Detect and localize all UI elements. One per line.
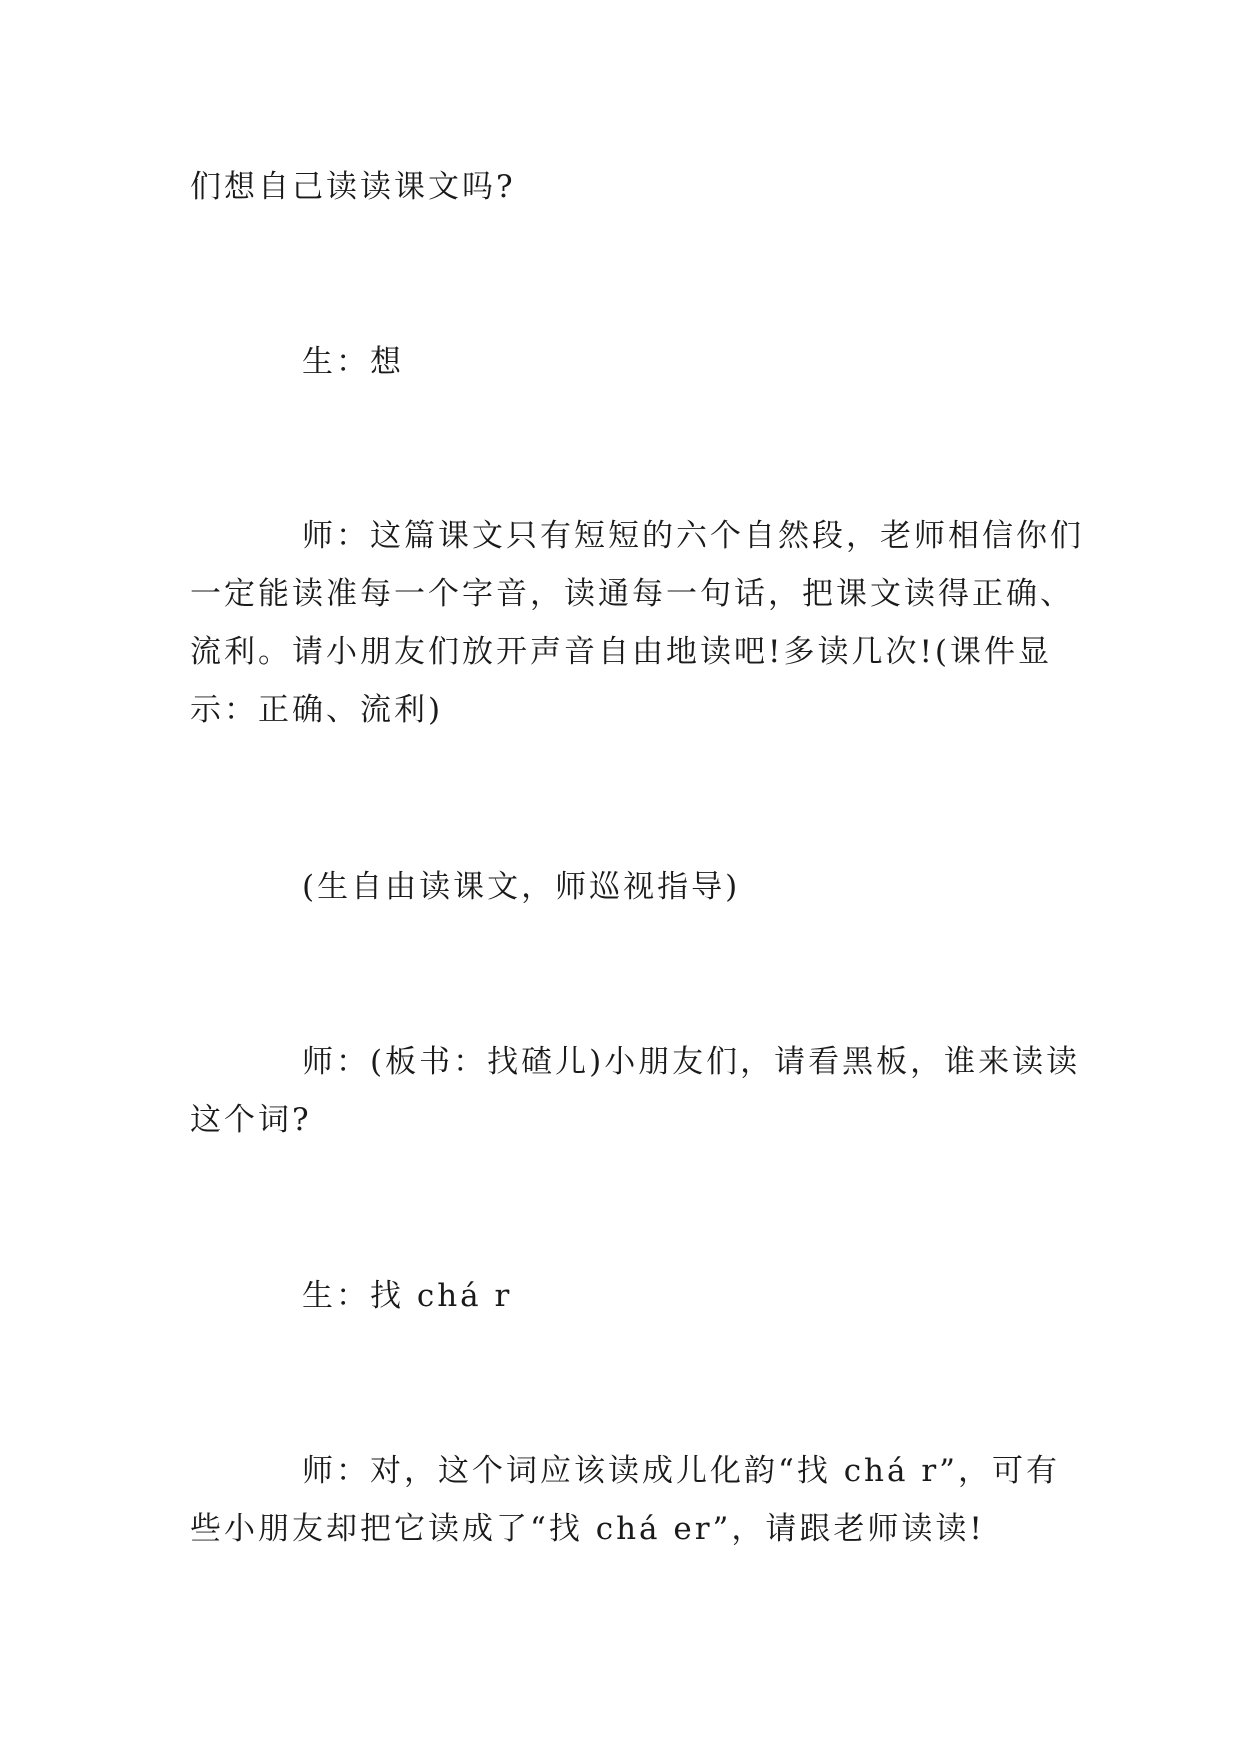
paragraph-line: 这个词? — [190, 1102, 312, 1138]
paragraph-line: 流利。请小朋友们放开声音自由地读吧!多读几次!(课件显 — [190, 634, 1053, 670]
paragraph-line: 师：(板书：找碴儿)小朋友们，请看黑板，谁来读读 — [302, 1044, 1081, 1080]
paragraph-line: 生：找 chá r — [302, 1278, 513, 1314]
paragraph-6 — [190, 1267, 1060, 1325]
paragraph-line: 师：这篇课文只有短短的六个自然段，老师相信你们 — [302, 518, 1084, 554]
paragraph-line: 示：正确、流利) — [190, 692, 444, 728]
paragraph-line: 生：想 — [302, 344, 404, 380]
paragraph-4 — [190, 858, 1060, 916]
paragraph-line: 些小朋友却把它读成了“找 chá er”，请跟老师读读! — [190, 1511, 985, 1547]
paragraph-line: 一定能读准每一个字音，读通每一句话，把课文读得正确、 — [190, 576, 1074, 612]
paragraph-1 — [190, 158, 1060, 216]
paragraph-7 — [190, 1442, 1060, 1558]
paragraph-line: (生自由读课文，师巡视指导) — [302, 869, 741, 905]
paragraph-2 — [190, 333, 1060, 391]
paragraph-line: 们想自己读读课文吗? — [190, 169, 516, 205]
paragraph-5 — [190, 1033, 1081, 1149]
paragraph-3 — [190, 507, 1084, 739]
paragraph-line: 师：对，这个词应该读成儿化韵“找 chá r”，可有 — [302, 1453, 1061, 1489]
